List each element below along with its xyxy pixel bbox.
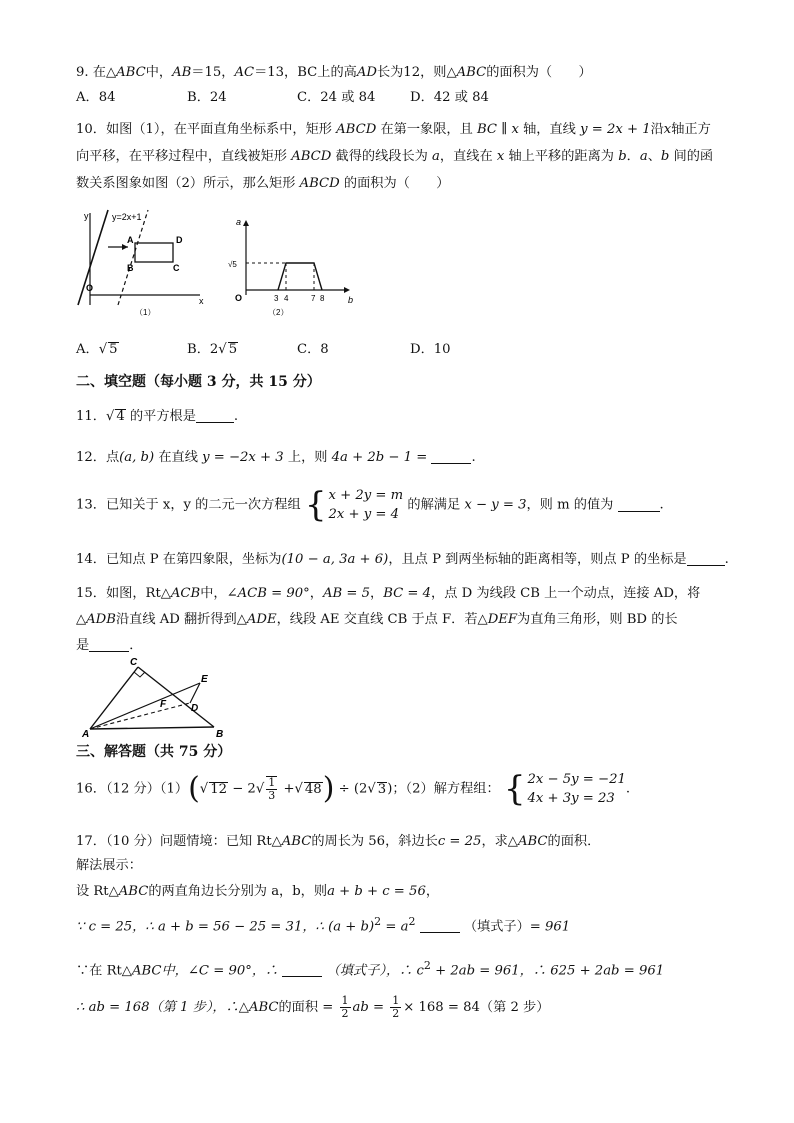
q12: 12．点(a, b) 在直线 y = −2x + 3 上，则 4a + 2b − 1 = . [76,450,476,465]
q17-line-5: ∵在 Rt△ABC中，∠C = 90°，∴ （填式子），∴ $c^2 + 2ab = 961$，∴ 625 + 2ab = 961 [76,959,665,979]
q15-line-3: 是 ． [76,638,143,653]
fig15-label-b: B [216,729,224,740]
q15-line-1: 15．如图，Rt△ACB中，∠ACB = 90°，AB = 5，BC = 4，点 D 为线段 CB 上一个动点，连接 AD，将 [76,586,701,601]
fig1-origin: O [86,283,94,293]
fig2-a-arrow [243,220,249,226]
q16: 16．（12 分）（1）(√ 12 − 2√ $\frac{1}{3}$ +√ 48) ÷ (2√ 3)；（2）解方程组： { 2x − 5y = −21 4x + 3y = 23 . [76,769,631,809]
q13-brace: { [304,485,327,525]
fig2-graph [278,263,322,290]
q14-answer-blank[interactable] [687,551,725,566]
fig2-origin: O [235,293,243,303]
q17-line-1: 17．（10 分）问题情境：已知 Rt△ABC的周长为 56，斜边长c = 25，求△ABC的面积． [76,834,601,849]
q9-option-a[interactable]: A．84 [76,90,116,105]
fig2-b-arrow [344,287,350,293]
q15-line-2: △ADB沿直线 AD 翻折得到△ADE，线段 AE 交直线 CB 于点 F．若△DEF为直角三角形，则 BD 的长 [76,612,678,627]
q16-system: 2x − 5y = −21 4x + 3y = 23 [527,772,626,806]
q9-option-c[interactable]: C．24 或 84 [297,90,376,105]
fig15-label-f: F [160,699,167,710]
q12-answer-blank[interactable] [431,449,471,464]
fig1-x-label: x [199,296,204,306]
q16-brace: { [503,769,526,809]
q17-line-4: ∵ c = 25，∴ a + b = 56 − 25 = 31，∴ $(a + b)^2 = a^2$ （填式子）= 961 [76,915,571,935]
fig15-label-a: A [82,729,90,740]
q10-option-d[interactable]: D．10 [410,342,451,357]
fig2-tick-7: 7 [311,294,316,303]
q10-option-a[interactable]: A．√ 5 [76,342,118,357]
fig1-y-label: y [84,211,89,221]
fig1-label-c: C [173,263,180,273]
q17-half-2: $\frac{1}{2}$ [392,994,400,1020]
fig1-line-label: y=2x+1 [112,212,142,222]
fig2-b-label: b [348,295,354,305]
q9-stem: 9. 在△ABC中，AB＝15，AC＝13，BC上的高AD长为12，则△ABC的面积为（ ） [76,65,592,80]
fig15-right-angle [134,672,145,677]
q13-system: x + 2y = m 2x + y = 4 [328,488,404,522]
fig1-label-a: A [127,235,134,245]
q10-figure-2 [228,215,358,325]
q16-fraction: $\frac{1}{3}$ [268,776,276,802]
fig2-sqrt5: √5 [228,260,237,269]
q9-option-d[interactable]: D．42 或 84 [410,90,489,105]
fig1-rectangle [135,243,173,262]
q17-half-1: $\frac{1}{2}$ [341,994,349,1020]
q10-line-2: 向平移，在平移过程中，直线被矩形 ABCD 截得的线段长为 a，直线在 x 轴上平移的距离为 b．a、b 间的函 [76,149,714,164]
fig2-caption: （2） [268,308,289,317]
fig15-segment-ae [90,683,200,729]
section-2-heading: 二、填空题（每小题 3 分，共 15 分） [76,374,321,390]
fig15-label-d: D [191,703,199,714]
q15-answer-blank[interactable] [89,637,129,652]
fig15-segment-ab [90,727,214,729]
fig2-tick-8: 8 [320,294,325,303]
fig15-label-c: C [130,657,138,668]
q17-line-2: 解法展示： [76,858,142,873]
q13-answer-blank[interactable] [618,497,660,512]
fig2-a-label: a [236,217,242,227]
q17-line-6: ∴ ab = 168（第 1 步），∴△ABC的面积 = $\frac{1}{2}$ ab = $\frac{1}{2}$ × 168 = 84（第 2 步） [76,994,550,1020]
q14: 14．已知点 P 在第四象限，坐标为(10 − a, 3a + 6)，且点 P 到两坐标轴的距离相等，则点 P 的坐标是 . [76,552,729,567]
fig2-tick-3: 3 [274,294,279,303]
q11: 11．√ 4 的平方根是 . [76,409,239,424]
q9-option-b[interactable]: B．24 [187,90,227,105]
q17-blank-2[interactable] [282,962,322,977]
fig15-segment-ad [90,703,190,729]
q10-option-c[interactable]: C．8 [297,342,329,357]
q10-option-b[interactable]: B．2√ 5 [187,342,238,357]
fig1-label-d: D [176,235,183,245]
fig15-segment-ac [90,667,138,729]
section-3-heading: 三、解答题（共 75 分） [76,744,232,760]
q11-answer-blank[interactable] [196,408,234,423]
q15-figure [70,655,240,740]
q10-figure-1 [70,205,210,320]
q10-line-1: 10．如图（1），在平面直角坐标系中，矩形 ABCD 在第一象限，且 BC ∥ x 轴，直线 y = 2x + 1沿x轴正方 [76,122,711,137]
q10-line-3: 数关系图象如图（2）所示，那么矩形 ABCD 的面积为（ ） [76,176,450,191]
fig1-shifted-line [118,210,148,305]
fig2-tick-4: 4 [284,294,289,303]
q13: 13．已知关于 x，y 的二元一次方程组 { x + 2y = m 2x + y = 4 的解满足 x − y = 3，则 m 的值为 . [76,485,664,525]
fig15-label-e: E [201,674,208,685]
fig1-caption: （1） [135,308,156,317]
fig1-label-b: B [127,263,134,273]
q17-blank-1[interactable] [420,918,460,933]
q17-line-3: 设 Rt△ABC的两直角边长分别为 a，b，则a + b + c = 56， [76,884,440,899]
